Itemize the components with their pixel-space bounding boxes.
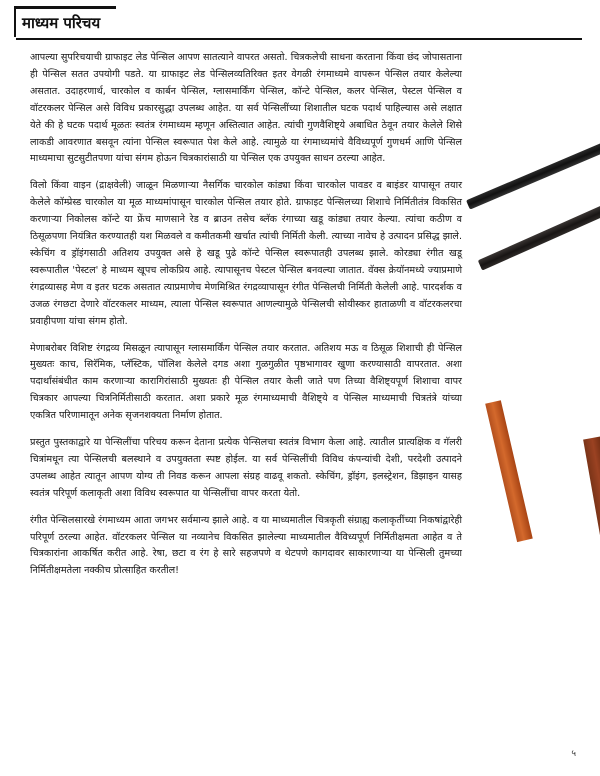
paragraph-3: मेणाबरोबर विशिष्ट रंगद्रव्य मिसळून त्यापासून ग्लासमार्किंग पेन्सिल तयार करतात. अतिशय मऊ व ठिसूळ शिशाची ही पेन्सिल मुख्यतः काच, सिरॅमिक, प्लॅस्टिक, पॉलिश केलेले दगड अशा गुळगुळीत पृष्ठभागावर खुणा करण्यासाठी वापरतात. अशा पदार्थांसंबंधीत काम करणाऱ्या कारागिरांसाठी मुख्यतः ही पेन्सिल तयार केली जाते पण तिच्या वैशिष्ट्यपूर्ण शिशाचा वापर चित्रकार आपल्या चित्रनिर्मितीसाठी करतात. अशा प्रकारे मूळ रंगमाध्यमाची वैशिष्ट्ये व पेन्सिल माध्यमाची चित्रतंत्रे यांच्या एकत्रित परिणामातून अनेक सृजनशक्यता निर्माण होतात.: [30, 342, 462, 422]
paragraph-5: रंगीत पेन्सिलसारखे रंगमाध्यम आता जगभर सर्वमान्य झाले आहे. व या माध्यमातील चित्रकृती संग्राह्य कलाकृतींच्या निकषांद्वारेही परिपूर्ण ठरल्या आहेत. वॉटरकलर पेन्सिल या नव्यानेच विकसित झालेल्या माध्यमातील वैविध्यपूर्ण निर्मितीक्षमता आहेत व ते चित्रकारांना आकर्षित करीत आहे. रेषा, छटा व रंग हे सारे सहजपणे व थेटपणे कागदावर साकारणाऱ्या या पेन्सिली तुमच्या निर्मितीक्षमतेला नक्कीच प्रोत्साहित करतील!: [30, 514, 462, 577]
page-number: ५: [571, 749, 576, 759]
charcoal-pencil-image: [466, 138, 600, 210]
conte-stick-orange-image: [485, 400, 533, 542]
conte-stick-brown-image: [583, 436, 600, 547]
paragraph-1: आपल्या सुपरिचयाची ग्राफाइट लेड पेन्सिल आपण सातत्याने वापरत असतो. चित्रकलेची साधना करताना किंवा छंद जोपासताना ही पेन्सिल सतत उपयोगी पडते. या ग्राफाइट लेड पेन्सिलव्यतिरिक्त इतर वेगळी रंगमाध्यमे वापरून पेन्सिल तयार केलेल्या असतात. उदाहरणार्थ, चारकोल व कार्बन पेन्सिल, ग्लासमार्किंग पेन्सिल, कॉन्टे पेन्सिल, कलर पेन्सिल, पेस्टल पेन्सिल व वॉटरकलर पेन्सिल असे विविध प्रकारसुद्धा उपलब्ध आहेत. या सर्व पेन्सिलींच्या शिशातील घटक पदार्थ पाहिल्यास असे लक्षात येते की हे घटक पदार्थ मूळतः स्वतंत्र रंगमाध्यम म्हणून अस्तित्वात आहेत. त्यांची गुणवैशिष्ट्ये अबाधित ठेवून तयार केलेले शिसे लाकडी आवरणात बसवून त्यांना पेन्सिल स्वरूपात पेश केले आहे. त्यामुळे या रंगमाध्यमांचे वैविध्यपूर्ण गुणधर्म आणि पेन्सिल माध्यमाचा सुटसुटीतपणा यांचा संगम होऊन चित्रकारांसाठी या पेन्सिल एक उपयुक्त साधन ठरल्या आहेत.: [30, 52, 462, 165]
paragraph-2: विलो किंवा वाइन (द्राक्षवेली) जाळून मिळणाऱ्या नैसर्गिक चारकोल कांड्या किंवा चारकोल पावडर व बाइंडर यापासून तयार केलेले कॉम्प्रेस्ड चारकोल या मूळ माध्यमांपासून चारकोल पेन्सिल तयार होते. ग्राफाइट पेन्सिलच्या शिशाचे निर्मितीतंत्र विकसित करणाऱ्या निकोलस कॉन्टे या फ्रेंच माणसाने रेड व ब्राउन तसेच ब्लॅक रंगाच्या खडू कांड्या तयार केल्या. त्यांचा कठीण व ठिसूळपणा नियंत्रित करण्यातही यश मिळवले व कमीतकमी खर्चात त्यांची निर्मिती केली. त्याच्या नावेच हे उत्पादन प्रसिद्ध झाले. स्केचिंग व ड्रॉइंगसाठी अतिशय उपयुक्त असे हे खडू पुढे कॉन्टे पेन्सिल स्वरूपातही उपलब्ध झाले. कोरड्या रंगीत खडू स्वरूपातील 'पेस्टल' हे माध्यम खूपच लोकप्रिय आहे. त्यापासूनच पेस्टल पेन्सिल बनवल्या जातात. वॅक्स क्रेयॉनमध्ये ज्याप्रमाणे रंगद्रव्यासह मेण व इतर घटक असतात त्याप्रमाणेच मेणमिश्रित रंगद्रव्यापासून रंगीत पेन्सिलची निर्मिती केलेली आहे. पारदर्शक व उजळ रंगछटा देणारे वॉटरकलर माध्यम, त्याला पेन्सिल स्वरूपात आणल्यामुळे पेन्सिलची सोयीस्कर हाताळणी व वॉटरकलरचा प्रवाहीपणा यांचा संगम होतो.: [30, 180, 462, 327]
page-title: माध्यम परिचय: [22, 14, 101, 32]
body-text: [30, 50, 462, 590]
title-box: [14, 6, 116, 37]
header-rule: [16, 38, 582, 40]
paragraph-4: प्रस्तुत पुस्तकाद्वारे या पेन्सिलींचा परिचय करून देताना प्रत्येक पेन्सिलचा स्वतंत्र विभाग केला आहे. त्यातील प्रात्यक्षिक व गॅलरी चित्रांमधून त्या पेन्सिलची बलस्थाने व उपयुक्तता स्पष्ट होईल. या सर्व पेन्सिलींची विविध कंपन्यांची देशी, परदेशी उत्पादने उपलब्ध आहेत त्यातून आपण योग्य ती निवड करून आपला संग्रह वाढवू शकतो. स्केचिंग, ड्रॉइंग, इलस्ट्रेशन, डिझाइन यासह स्वतंत्र परिपूर्ण कलाकृती अशा विविध स्वरूपात या पेन्सिलींचा वापर करता येतो.: [30, 437, 462, 499]
carbon-pencil-image: [478, 195, 600, 270]
